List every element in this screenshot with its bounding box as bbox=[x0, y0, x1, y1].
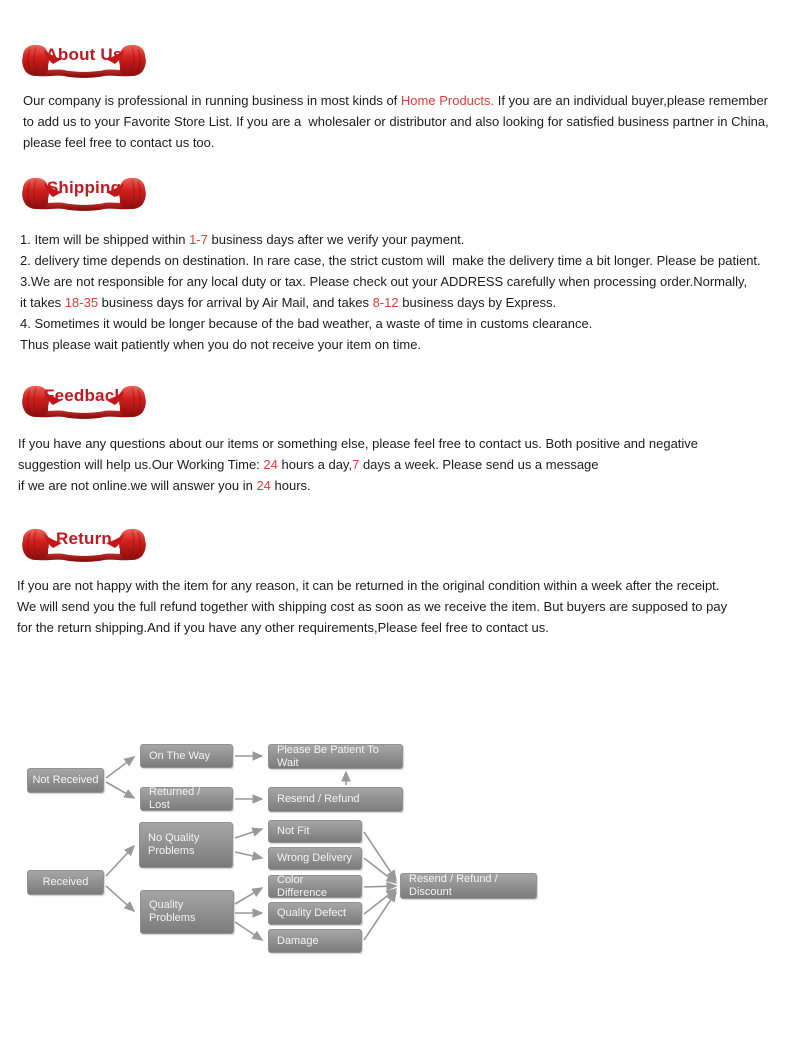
node-damage: Damage bbox=[268, 929, 362, 953]
feedback-paragraph bbox=[18, 433, 698, 496]
paragraph-line: We will send you the full refund together with shipping cost as soon as we receive the item. But buyers are supposed to pay bbox=[17, 599, 728, 614]
paragraph-line: 2. delivery time depends on destination. In rare case, the strict custom will make the delivery time a bit longer. Please be patient. bbox=[20, 253, 761, 268]
paragraph-line: 4. Sometimes it would be longer because of the bad weather, a waste of time in customs clearance. bbox=[20, 316, 593, 331]
paragraph-line: If you have any questions about our items or something else, please feel free to contact us. Both positive and negative bbox=[18, 436, 699, 451]
paragraph-line: please feel free to contact us too. bbox=[23, 135, 215, 150]
paragraph-line: If you are not happy with the item for any reason, it can be returned in the original condition within a week after the receipt. bbox=[17, 578, 720, 593]
shipping-paragraph bbox=[20, 229, 761, 355]
shipping-banner bbox=[22, 177, 146, 211]
node-returned-lost: Returned / Lost bbox=[140, 787, 233, 811]
node-received: Received bbox=[27, 870, 104, 895]
paragraph-line: suggestion will help us.Our Working Time: 24 hours a day,7 days a week. Please send us a message bbox=[18, 457, 599, 472]
paragraph-line: 3.We are not responsible for any local duty or tax. Please check out your ADDRESS carefully when processing order.Normally, bbox=[20, 274, 748, 289]
node-not-fit: Not Fit bbox=[268, 820, 362, 843]
feedback-banner bbox=[22, 385, 146, 419]
node-no-quality-problems: No Quality Problems bbox=[139, 822, 233, 868]
return-title: Return bbox=[56, 529, 112, 548]
node-quality-defect: Quality Defect bbox=[268, 902, 362, 925]
about-us-banner bbox=[22, 44, 146, 78]
node-quality-problems: Quality Problems bbox=[140, 890, 234, 934]
node-color-difference: Color Difference bbox=[268, 875, 362, 898]
paragraph-line: to add us to your Favorite Store List. If you are a wholesaler or distributor and also looking for satisfied business partner in China, bbox=[23, 114, 769, 129]
return-paragraph bbox=[17, 575, 727, 638]
paragraph-line: Thus please wait patiently when you do not receive your item on time. bbox=[20, 337, 422, 352]
about-us-paragraph bbox=[23, 90, 769, 153]
node-wrong-delivery: Wrong Delivery bbox=[268, 847, 362, 870]
node-resend-refund: Resend / Refund bbox=[268, 787, 403, 812]
shipping-title: Shipping bbox=[46, 178, 122, 197]
about-us-title: About Us bbox=[45, 45, 123, 64]
return-banner bbox=[22, 528, 146, 562]
node-not-received: Not Received bbox=[27, 768, 104, 793]
paragraph-line: it takes 18-35 business days for arrival by Air Mail, and takes 8-12 business days by Express. bbox=[20, 295, 557, 310]
node-please-be-patient: Please Be Patient To Wait bbox=[268, 744, 403, 769]
node-resend-refund-discount: Resend / Refund / Discount bbox=[400, 873, 537, 899]
paragraph-line: for the return shipping.And if you have any other requirements,Please feel free to contact us. bbox=[17, 620, 549, 635]
feedback-title: Feedback bbox=[43, 386, 125, 405]
node-on-the-way: On The Way bbox=[140, 744, 233, 768]
paragraph-line: 1. Item will be shipped within 1-7 business days after we verify your payment. bbox=[20, 232, 465, 247]
paragraph-line: if we are not online.we will answer you in 24 hours. bbox=[18, 478, 311, 493]
paragraph-line: Our company is professional in running business in most kinds of Home Products. If you are an individual buyer,please remember bbox=[23, 93, 769, 108]
